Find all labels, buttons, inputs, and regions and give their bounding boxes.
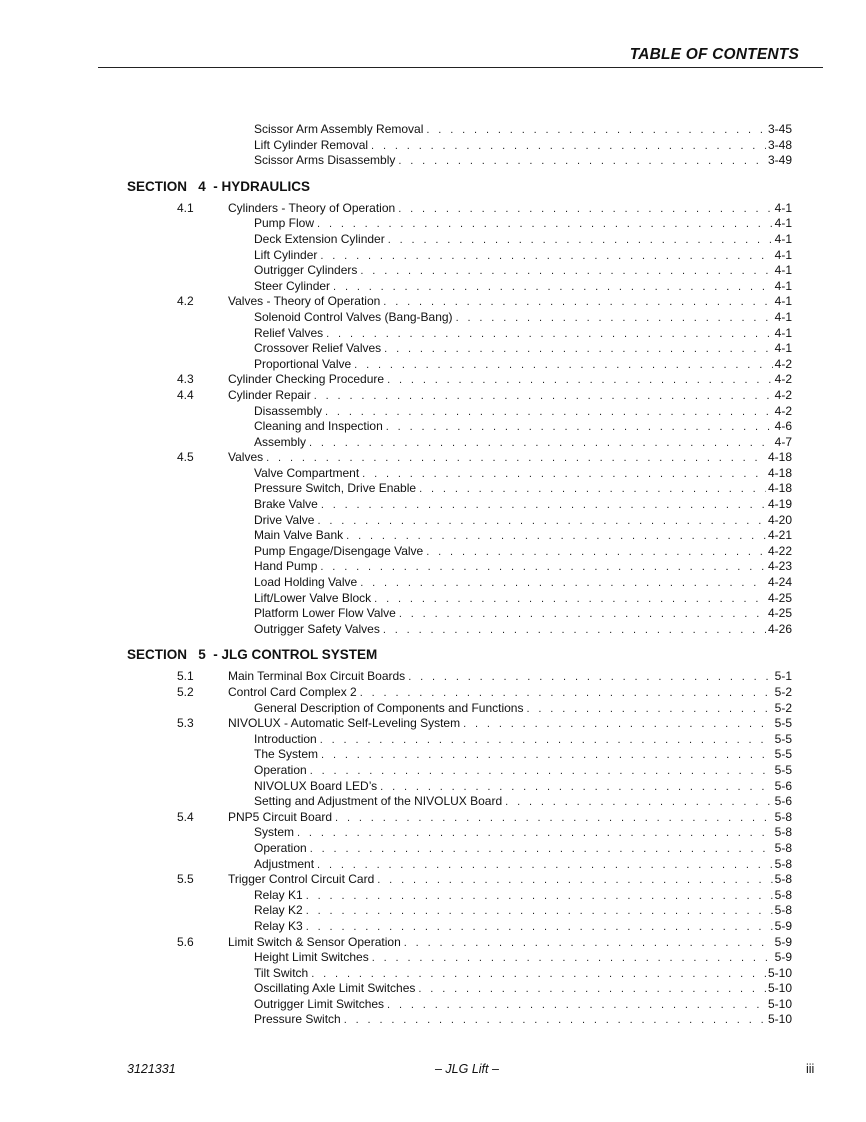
toc-row[interactable]	[0, 685, 866, 701]
dot-leader	[388, 233, 773, 249]
toc-page-ref[interactable]: 5-10	[767, 996, 792, 1011]
toc-page-ref[interactable]: 5-9	[774, 950, 792, 965]
toc-page-ref[interactable]: 5-8	[774, 825, 792, 840]
toc-entry-label[interactable]: Steer Cylinder	[254, 278, 331, 293]
toc-page-ref[interactable]: 4-1	[774, 200, 792, 215]
toc-row[interactable]	[0, 701, 866, 717]
toc-entry-label[interactable]: Crossover Relief Valves	[254, 341, 382, 356]
dot-leader	[419, 482, 766, 498]
toc-row[interactable]	[0, 138, 866, 154]
toc-entry-label[interactable]: Tilt Switch	[254, 965, 309, 980]
toc-row[interactable]	[0, 747, 866, 763]
toc-entry-label[interactable]: Proportional Valve	[254, 356, 352, 371]
toc-page-ref[interactable]: 4-22	[767, 543, 792, 558]
toc-page-ref[interactable]: 5-8	[774, 840, 792, 855]
toc-page-ref[interactable]: 5-10	[767, 981, 792, 996]
dot-leader	[399, 607, 766, 623]
dot-leader	[317, 514, 766, 530]
toc-entry[interactable]	[254, 559, 792, 576]
toc-page-ref[interactable]: 4-19	[767, 497, 792, 512]
toc-page-ref[interactable]: 4-1	[774, 341, 792, 356]
dot-leader	[380, 780, 772, 796]
toc-entry[interactable]	[254, 622, 792, 639]
dot-leader	[426, 123, 766, 139]
dot-leader	[384, 342, 773, 358]
toc-entry-label[interactable]: Relay K2	[254, 903, 303, 918]
toc-page-ref[interactable]: 4-26	[767, 621, 792, 636]
dot-leader	[418, 982, 766, 998]
toc-entry-label[interactable]: Control Card Complex 2	[228, 685, 357, 699]
toc-page-ref[interactable]: 5-5	[774, 716, 792, 731]
toc-entry[interactable]	[254, 528, 792, 545]
toc-entry[interactable]	[254, 263, 792, 280]
page-title: TABLE OF CONTENTS	[629, 46, 799, 63]
toc-entry-label[interactable]: Relay K1	[254, 887, 303, 902]
toc-page-ref[interactable]: 4-1	[774, 278, 792, 293]
toc-section-number: 5.5	[177, 872, 194, 887]
toc-entry-label[interactable]: NIVOLUX Board LED’s	[254, 778, 378, 793]
toc-entry-label[interactable]: Pressure Switch, Drive Enable	[254, 481, 417, 496]
dot-leader	[505, 795, 773, 811]
dot-leader	[456, 311, 773, 327]
toc-entry[interactable]	[254, 138, 792, 155]
toc-entry-label[interactable]: Lift/Lower Valve Block	[254, 590, 372, 605]
toc-entry[interactable]	[254, 747, 792, 764]
dot-leader	[344, 1013, 766, 1029]
dot-leader	[309, 436, 773, 452]
toc-row[interactable]	[0, 810, 866, 826]
toc-entry-label[interactable]: Cylinder Repair	[228, 387, 311, 402]
toc-page-ref[interactable]: 4-25	[767, 606, 792, 621]
toc-row[interactable]	[0, 310, 866, 326]
toc-page-ref[interactable]: 5-6	[774, 794, 792, 809]
toc-entry-label[interactable]: Limit Switch & Sensor Operation	[228, 934, 401, 949]
dot-leader	[306, 920, 773, 936]
toc-row[interactable]	[0, 966, 866, 982]
toc-page-ref[interactable]: 5-8	[774, 809, 792, 824]
dot-leader	[362, 467, 766, 483]
toc-row[interactable]	[0, 1012, 866, 1028]
footer-brand: – JLG Lift –	[435, 1062, 499, 1076]
toc-page-ref[interactable]: 4-20	[767, 512, 792, 527]
toc-entry-label[interactable]: Assembly	[254, 434, 307, 449]
toc-row[interactable]	[0, 294, 866, 310]
toc-row[interactable]	[0, 232, 866, 248]
toc-page-ref[interactable]: 4-1	[774, 247, 792, 262]
toc-row[interactable]	[0, 528, 866, 544]
toc-page-ref[interactable]: 3-49	[767, 153, 792, 168]
section-heading-label: SECTION 4 - HYDRAULICS	[127, 178, 311, 194]
toc-entry-label[interactable]: Setting and Adjustment of the NIVOLUX Board	[254, 794, 503, 809]
toc-entry-label[interactable]: Relay K3	[254, 918, 303, 933]
toc-row[interactable]	[0, 903, 866, 919]
page-header	[98, 44, 823, 68]
dot-leader	[317, 858, 773, 874]
toc-entry-label[interactable]: Height Limit Switches	[254, 950, 369, 965]
toc-entry-label[interactable]: Outrigger Limit Switches	[254, 996, 385, 1011]
toc-entry-label[interactable]: Operation	[254, 762, 307, 777]
toc-entry[interactable]	[254, 888, 792, 905]
dot-leader	[310, 842, 773, 858]
toc-entry[interactable]	[254, 575, 792, 592]
toc-page-ref[interactable]: 3-48	[767, 137, 792, 152]
toc-entry-label[interactable]: Hand Pump	[254, 559, 318, 574]
toc-section-number: 5.3	[177, 716, 194, 731]
toc-row[interactable]	[0, 732, 866, 748]
section-heading-label: SECTION 5 - JLG CONTROL SYSTEM	[127, 647, 378, 663]
toc-page-ref[interactable]: 4-1	[774, 309, 792, 324]
toc-row[interactable]	[0, 919, 866, 935]
section-heading[interactable]	[0, 646, 866, 666]
dot-leader	[306, 889, 773, 905]
toc-page-ref[interactable]: 4-2	[774, 372, 792, 387]
toc-entry[interactable]	[254, 779, 792, 796]
toc-entry-label[interactable]: Valve Compartment	[254, 465, 360, 480]
toc-entry[interactable]	[228, 372, 792, 389]
dot-leader	[335, 811, 773, 827]
toc-entry-label[interactable]: Valves - Theory of Operation	[228, 294, 381, 309]
toc-entry[interactable]	[228, 810, 792, 827]
toc-row[interactable]	[0, 216, 866, 232]
toc-entry-label[interactable]: Operation	[254, 840, 307, 855]
toc-page-ref[interactable]: 4-2	[774, 387, 792, 402]
toc-entry[interactable]	[254, 310, 792, 327]
toc-entry-label[interactable]: Oscillating Axle Limit Switches	[254, 981, 416, 996]
dot-leader	[463, 717, 773, 733]
dot-leader	[320, 733, 773, 749]
toc-entry-label[interactable]: General Description of Components and Functions	[254, 700, 524, 715]
toc-entry-label[interactable]: Pump Engage/Disengage Valve	[254, 543, 424, 558]
dot-leader	[266, 451, 766, 467]
dot-leader	[398, 154, 766, 170]
toc-page-ref[interactable]: 4-24	[767, 575, 792, 590]
toc-entry-label[interactable]: Platform Lower Flow Valve	[254, 606, 396, 621]
toc-entry[interactable]	[254, 481, 792, 498]
toc-row[interactable]	[0, 388, 866, 404]
toc-page-ref[interactable]: 4-2	[774, 356, 792, 371]
toc-row[interactable]	[0, 372, 866, 388]
dot-leader	[426, 545, 766, 561]
dot-leader	[360, 686, 773, 702]
toc-page-ref[interactable]: 5-10	[767, 965, 792, 980]
toc-entry[interactable]	[254, 497, 792, 514]
toc-entry-label[interactable]: Scissor Arms Disassembly	[254, 153, 396, 168]
toc-entry[interactable]	[254, 153, 792, 170]
toc-entry[interactable]	[254, 248, 792, 265]
dot-leader	[383, 623, 766, 639]
dot-leader	[346, 529, 766, 545]
toc-page-ref[interactable]: 4-23	[767, 559, 792, 574]
toc-entry[interactable]	[254, 841, 792, 858]
toc-entry[interactable]	[254, 606, 792, 623]
dot-leader	[387, 998, 766, 1014]
toc-entry-label[interactable]: Drive Valve	[254, 512, 315, 527]
toc-entry-label[interactable]: Deck Extension Cylinder	[254, 231, 385, 246]
toc-page-ref[interactable]: 4-21	[767, 528, 792, 543]
toc-entry-label[interactable]: Introduction	[254, 731, 317, 746]
toc-row[interactable]	[0, 559, 866, 575]
toc-page-ref[interactable]: 5-5	[774, 731, 792, 746]
toc-row[interactable]	[0, 841, 866, 857]
document-number: 3121331	[127, 1062, 176, 1076]
toc-page-ref[interactable]: 4-18	[767, 465, 792, 480]
toc-row[interactable]	[0, 263, 866, 279]
toc-entry[interactable]	[254, 419, 792, 436]
dot-leader	[325, 405, 773, 421]
toc-row[interactable]	[0, 341, 866, 357]
toc-row[interactable]	[0, 419, 866, 435]
toc-entry[interactable]	[254, 857, 792, 874]
toc-row[interactable]	[0, 794, 866, 810]
dot-leader	[320, 560, 766, 576]
toc-entry-label[interactable]: Brake Valve	[254, 497, 318, 512]
toc-section-number: 5.2	[177, 685, 194, 699]
toc-entry[interactable]	[254, 950, 792, 967]
toc-row[interactable]	[0, 153, 866, 169]
toc-entry[interactable]	[254, 794, 792, 811]
toc-row[interactable]	[0, 779, 866, 795]
toc-page-ref[interactable]: 5-2	[774, 700, 792, 715]
toc-row[interactable]	[0, 981, 866, 997]
toc-page-ref[interactable]: 5-5	[774, 762, 792, 777]
toc-page-ref[interactable]: 4-1	[774, 325, 792, 340]
toc-section-number: 5.1	[177, 669, 194, 684]
toc-row[interactable]	[0, 950, 866, 966]
toc-row[interactable]	[0, 857, 866, 873]
toc-entry-label[interactable]: Scissor Arm Assembly Removal	[254, 122, 424, 136]
toc-entry[interactable]	[228, 716, 792, 733]
toc-page-ref[interactable]: 4-18	[767, 450, 792, 465]
toc-row[interactable]	[0, 248, 866, 264]
toc-row[interactable]	[0, 404, 866, 420]
toc-row[interactable]	[0, 997, 866, 1013]
toc-row[interactable]	[0, 716, 866, 732]
dot-leader	[408, 670, 772, 686]
dot-leader	[317, 217, 773, 233]
toc-entry-label[interactable]: Cylinder Checking Procedure	[228, 372, 385, 387]
toc-entry[interactable]	[254, 232, 792, 249]
toc-entry-label[interactable]: Disassembly	[254, 403, 323, 418]
dot-leader	[386, 420, 773, 436]
dot-leader	[314, 389, 773, 405]
toc-entry-label[interactable]: PNP5 Circuit Board	[228, 809, 333, 824]
toc-row[interactable]	[0, 622, 866, 638]
toc-row[interactable]	[0, 544, 866, 560]
toc-entry-label[interactable]: Trigger Control Circuit Card	[228, 872, 375, 887]
toc-entry-label[interactable]: Load Holding Valve	[254, 575, 358, 590]
toc-row[interactable]	[0, 481, 866, 497]
toc-row[interactable]	[0, 435, 866, 451]
dot-leader	[311, 967, 766, 983]
toc-page-ref[interactable]: 5-6	[774, 778, 792, 793]
dot-leader	[371, 139, 766, 155]
toc-page-ref[interactable]: 5-9	[774, 918, 792, 933]
toc-row[interactable]	[0, 935, 866, 951]
toc-entry[interactable]	[254, 513, 792, 530]
dot-leader	[377, 873, 772, 889]
toc-entry[interactable]	[254, 701, 792, 718]
toc-page-ref[interactable]: 5-9	[774, 934, 792, 949]
toc-entry[interactable]	[254, 997, 792, 1014]
toc-entry[interactable]	[254, 903, 792, 920]
toc-entry[interactable]	[254, 279, 792, 296]
toc-entry[interactable]	[228, 388, 792, 405]
dot-leader	[306, 904, 773, 920]
toc-row[interactable]	[0, 201, 866, 217]
toc-section-number: 4.4	[177, 387, 194, 402]
toc-entry[interactable]	[254, 591, 792, 608]
toc-page-ref[interactable]: 5-8	[774, 903, 792, 918]
dot-leader	[321, 748, 773, 764]
toc-row[interactable]	[0, 357, 866, 373]
toc-row[interactable]	[0, 122, 866, 138]
page-number: iii	[806, 1062, 815, 1076]
dot-leader	[354, 358, 772, 374]
toc-page-ref[interactable]: 5-1	[774, 669, 792, 684]
toc-entry-label[interactable]: Main Valve Bank	[254, 528, 344, 543]
toc-entry-label[interactable]: Valves	[228, 450, 264, 465]
toc-entry-label[interactable]: Outrigger Safety Valves	[254, 621, 380, 636]
toc-page-ref[interactable]: 4-2	[774, 403, 792, 418]
toc-page-ref[interactable]: 4-1	[774, 263, 792, 278]
toc-row[interactable]	[0, 513, 866, 529]
toc-entry[interactable]	[254, 981, 792, 998]
toc-page-ref[interactable]: 4-18	[767, 481, 792, 496]
toc-row[interactable]	[0, 497, 866, 513]
toc-section-number: 5.4	[177, 809, 194, 824]
toc-entry-label[interactable]: Main Terminal Box Circuit Boards	[228, 669, 406, 684]
toc-page-ref[interactable]: 5-8	[774, 872, 792, 887]
dot-leader	[404, 936, 773, 952]
toc-row[interactable]	[0, 606, 866, 622]
dot-leader	[372, 951, 773, 967]
toc-row[interactable]	[0, 888, 866, 904]
toc-entry[interactable]	[254, 216, 792, 233]
toc-entry-label[interactable]: Solenoid Control Valves (Bang-Bang)	[254, 309, 453, 324]
toc-entry-label[interactable]: Pressure Switch	[254, 1012, 341, 1027]
toc-entry[interactable]	[254, 122, 792, 139]
toc-section-number: 4.3	[177, 372, 194, 387]
dot-leader	[297, 826, 773, 842]
toc-entry-label[interactable]: Lift Cylinder	[254, 247, 318, 262]
toc-row[interactable]	[0, 591, 866, 607]
toc-row[interactable]	[0, 872, 866, 888]
dot-leader	[326, 327, 773, 343]
toc-row[interactable]	[0, 669, 866, 685]
dot-leader	[398, 202, 772, 218]
toc-page-ref[interactable]: 5-8	[774, 856, 792, 871]
toc-entry-label[interactable]: Cylinders - Theory of Operation	[228, 200, 396, 215]
dot-leader	[387, 373, 773, 389]
section-heading[interactable]	[0, 178, 866, 198]
toc-entry[interactable]	[254, 404, 792, 421]
toc-entry[interactable]	[254, 466, 792, 483]
toc-entry-label[interactable]: NIVOLUX - Automatic Self-Leveling System	[228, 716, 461, 731]
dot-leader	[320, 249, 772, 265]
toc-entry[interactable]	[254, 825, 792, 842]
toc-row[interactable]	[0, 575, 866, 591]
toc-entry[interactable]	[228, 685, 792, 702]
dot-leader	[310, 764, 773, 780]
toc-entry-label[interactable]: The System	[254, 747, 319, 762]
table-of-contents	[0, 122, 866, 1028]
toc-entry[interactable]	[254, 763, 792, 780]
toc-entry[interactable]	[254, 919, 792, 936]
toc-entry[interactable]	[254, 1012, 792, 1029]
dot-leader	[321, 498, 766, 514]
toc-entry[interactable]	[254, 732, 792, 749]
toc-entry-label[interactable]: System	[254, 825, 295, 840]
toc-row[interactable]	[0, 825, 866, 841]
toc-entry[interactable]	[254, 544, 792, 561]
toc-entry[interactable]	[228, 294, 792, 311]
toc-entry[interactable]	[254, 326, 792, 343]
toc-entry-label[interactable]: Adjustment	[254, 856, 315, 871]
toc-page-ref[interactable]: 5-2	[774, 685, 792, 699]
page-footer	[0, 1062, 866, 1082]
toc-entry-label[interactable]: Cleaning and Inspection	[254, 419, 383, 434]
dot-leader	[526, 702, 772, 718]
toc-row[interactable]	[0, 763, 866, 779]
toc-row[interactable]	[0, 450, 866, 466]
toc-entry[interactable]	[228, 935, 792, 952]
toc-page-ref[interactable]: 4-1	[774, 216, 792, 231]
dot-leader	[383, 295, 772, 311]
toc-entry[interactable]	[254, 966, 792, 983]
toc-entry[interactable]	[254, 357, 792, 374]
toc-page-ref[interactable]: 4-6	[774, 419, 792, 434]
toc-page-ref[interactable]: 4-7	[774, 434, 792, 449]
toc-page-ref[interactable]: 5-10	[767, 1012, 792, 1027]
toc-entry[interactable]	[228, 669, 792, 686]
toc-page-ref[interactable]: 4-1	[774, 294, 792, 309]
dot-leader	[333, 280, 773, 296]
toc-row[interactable]	[0, 326, 866, 342]
toc-entry[interactable]	[228, 450, 792, 467]
toc-entry[interactable]	[254, 435, 792, 452]
toc-row[interactable]	[0, 466, 866, 482]
dot-leader	[374, 592, 766, 608]
toc-entry[interactable]	[228, 201, 792, 218]
dot-leader	[360, 264, 772, 280]
dot-leader	[360, 576, 766, 592]
toc-entry[interactable]	[228, 872, 792, 889]
toc-page-ref[interactable]: 5-8	[774, 887, 792, 902]
toc-page-ref[interactable]: 3-45	[767, 122, 792, 136]
toc-page-ref[interactable]: 5-5	[774, 747, 792, 762]
toc-section-number: 4.2	[177, 294, 194, 309]
toc-entry-label[interactable]: Lift Cylinder Removal	[254, 137, 369, 152]
toc-entry-label[interactable]: Outrigger Cylinders	[254, 263, 358, 278]
toc-entry[interactable]	[254, 341, 792, 358]
toc-entry-label[interactable]: Relief Valves	[254, 325, 324, 340]
toc-section-number: 4.1	[177, 200, 194, 215]
toc-section-number: 5.6	[177, 934, 194, 949]
toc-entry-label[interactable]: Pump Flow	[254, 216, 315, 231]
toc-page-ref[interactable]: 4-25	[767, 590, 792, 605]
toc-page-ref[interactable]: 4-1	[774, 231, 792, 246]
toc-section-number: 4.5	[177, 450, 194, 465]
toc-row[interactable]	[0, 279, 866, 295]
